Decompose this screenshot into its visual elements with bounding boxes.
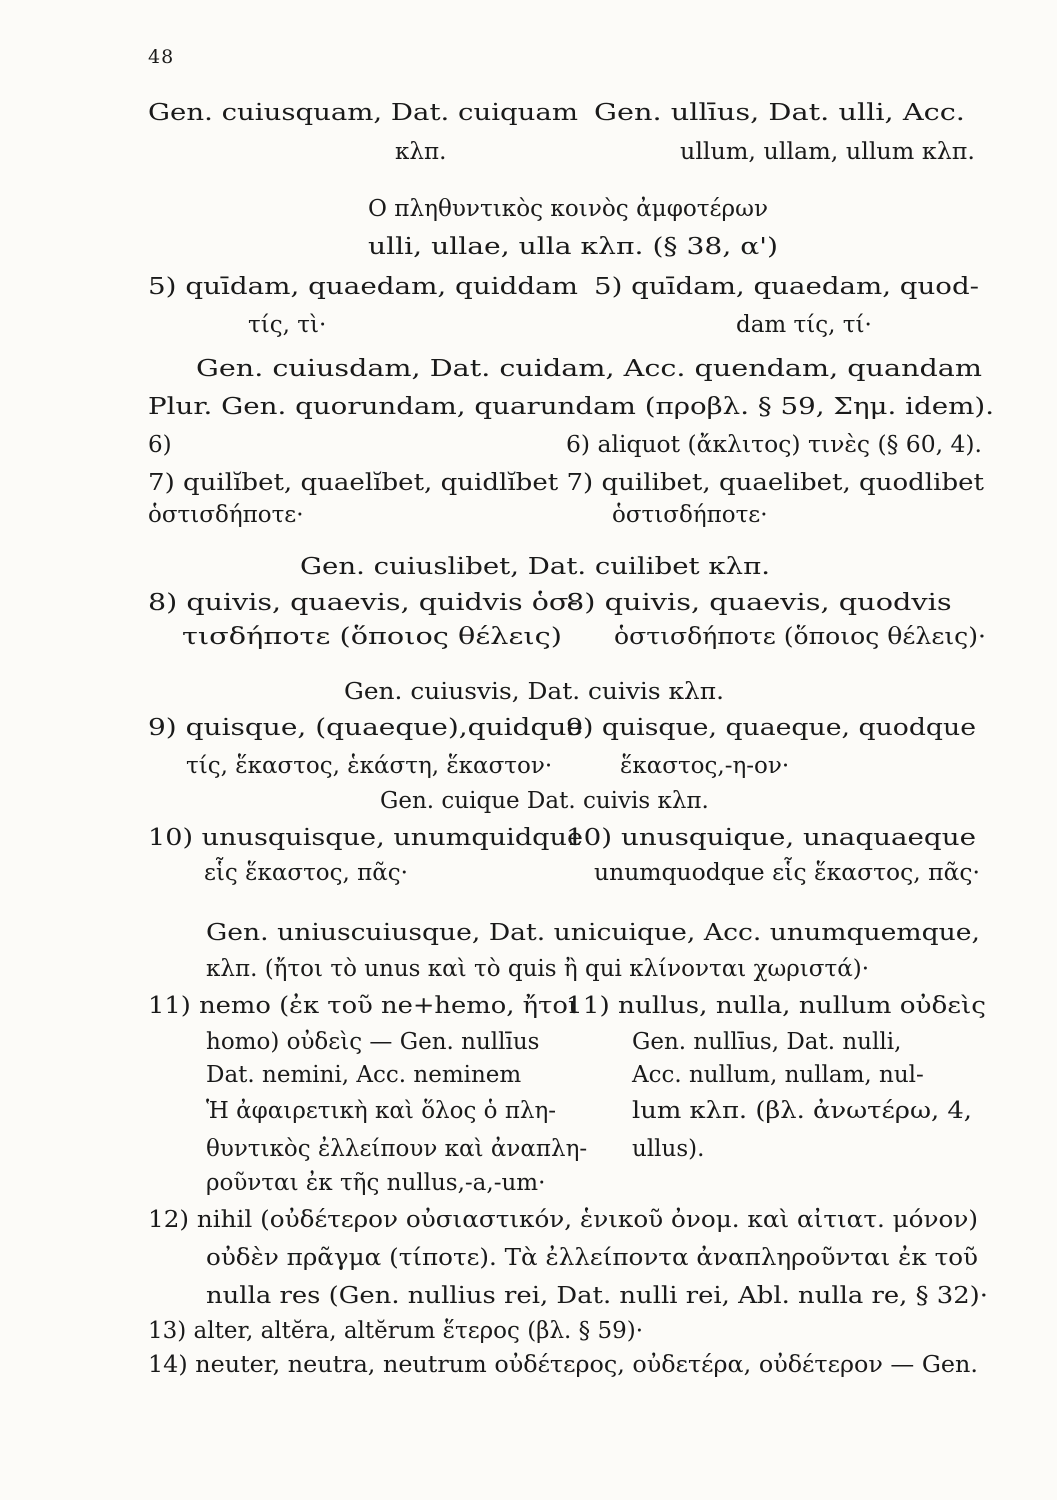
text-line: 10) unusquique, unaquaeque <box>566 825 976 851</box>
text-line: Gen. cuiusquam, Dat. cuiquam <box>148 100 578 126</box>
text-line: dam τίς, τί· <box>736 312 872 338</box>
text-line: nulla res (Gen. nullius rei, Dat. nulli rei, Abl. nulla re, § 32)· <box>206 1283 988 1309</box>
text-line: τισδήποτε (ὅποιος θέλεις) <box>182 624 562 650</box>
text-line: ὁστισδήποτε· <box>612 502 768 528</box>
text-line: ullus). <box>632 1136 705 1162</box>
text-line: 13) alter, altĕra, altĕrum ἕτερος (βλ. § 59)· <box>148 1318 644 1344</box>
text-line: Gen. cuiuslibet, Dat. cuilibet κλπ. <box>300 554 770 580</box>
text-line: Ο πληθυντικὸς κοινὸς ἀμφοτέρων <box>368 196 768 222</box>
text-line: εἷς ἕκαστος, πᾶς· <box>204 860 408 886</box>
text-line: τίς, τὶ· <box>248 312 327 338</box>
text-line: unumquodque εἷς ἕκαστος, πᾶς· <box>594 860 980 886</box>
text-line: lum κλπ. (βλ. ἀνωτέρω, 4, <box>632 1098 972 1124</box>
text-line: 14) neuter, neutra, neutrum οὐδέτερος, οὐδετέρα, οὐδέτερον — Gen. <box>148 1352 978 1378</box>
text-line: homo) οὐδεὶς — Gen. nullīus <box>206 1029 540 1055</box>
text-line: Gen. cuiusvis, Dat. cuivis κλπ. <box>344 679 724 705</box>
text-line: θυντικὸς ἐλλείπουν καὶ ἀναπλη- <box>206 1136 588 1162</box>
text-line: 5) quīdam, quaedam, quiddam <box>148 274 578 300</box>
text-line: Gen. nullīus, Dat. nulli, <box>632 1029 902 1055</box>
text-line: Acc. nullum, nullam, nul- <box>632 1062 924 1088</box>
text-line: ὁστισδήποτε (ὅποιος θέλεις)· <box>614 624 986 650</box>
text-line: Plur. Gen. quorundam, quarundam (προβλ. § 59, Σημ. idem). <box>148 394 994 420</box>
text-line: κλπ. (ἤτοι τὸ unus καὶ τὸ quis ἢ qui κλίνονται χωριστά)· <box>206 956 870 982</box>
text-line: ροῦνται ἐκ τῆς nullus,-a,-um· <box>206 1170 546 1196</box>
text-line: τίς, ἕκαστος, ἑκάστη, ἕκαστον· <box>186 753 553 779</box>
text-line: 9) quisque, quaeque, quodque <box>566 715 976 741</box>
text-line: Ἡ ἀφαιρετικὴ καὶ ὅλος ὁ πλη- <box>206 1098 557 1124</box>
text-line: ὁστισδήποτε· <box>148 502 304 528</box>
text-line: 6) <box>148 432 172 458</box>
text-line: ulli, ullae, ulla κλπ. (§ 38, α') <box>368 234 778 260</box>
text-line: 8) quivis, quaevis, quidvis ὁσ- <box>148 590 578 616</box>
text-line: Gen. uniuscuiusque, Dat. unicuique, Acc. unumquemque, <box>206 920 980 946</box>
text-line: Gen. cuique Dat. cuivis κλπ. <box>380 788 709 814</box>
text-line: 7) quilĭbet, quaelĭbet, quidlĭbet 7) quilibet, quaelibet, quodlibet <box>148 470 985 496</box>
text-line: ἕκαστος,-η-ον· <box>620 753 790 779</box>
text-line: 6) aliquot (ἄκλιτος) τινὲς (§ 60, 4). <box>566 432 982 458</box>
text-line: 10) unusquisque, unumquidque <box>148 825 583 851</box>
text-line: 8) quivis, quaevis, quodvis <box>566 590 952 616</box>
text-line: Dat. nemini, Acc. neminem <box>206 1062 522 1088</box>
text-line: κλπ. <box>395 139 447 165</box>
text-line: οὐδὲν πρᾶγμα (τίποτε). Τὰ ἐλλείποντα ἀναπληροῦνται ἐκ τοῦ <box>206 1245 978 1271</box>
text-line: 11) nullus, nulla, nullum οὐδεὶς <box>566 993 986 1019</box>
text-line: ullum, ullam, ullum κλπ. <box>680 139 975 165</box>
text-line: Gen. ullīus, Dat. ulli, Acc. <box>594 100 965 126</box>
page-number: 48 <box>148 46 175 68</box>
text-line: Gen. cuiusdam, Dat. cuidam, Acc. quendam, quandam <box>196 356 982 382</box>
text-line: 11) nemo (ἐκ τοῦ ne+hemo, ἤτοι <box>148 993 578 1019</box>
text-line: 5) quīdam, quaedam, quod- <box>594 274 979 300</box>
text-line: 12) nihil (οὐδέτερον οὐσιαστικόν, ἑνικοῦ ὀνομ. καὶ αἰτιατ. μόνον) <box>148 1207 978 1233</box>
text-line: 9) quisque, (quaeque),quidque <box>148 715 583 741</box>
